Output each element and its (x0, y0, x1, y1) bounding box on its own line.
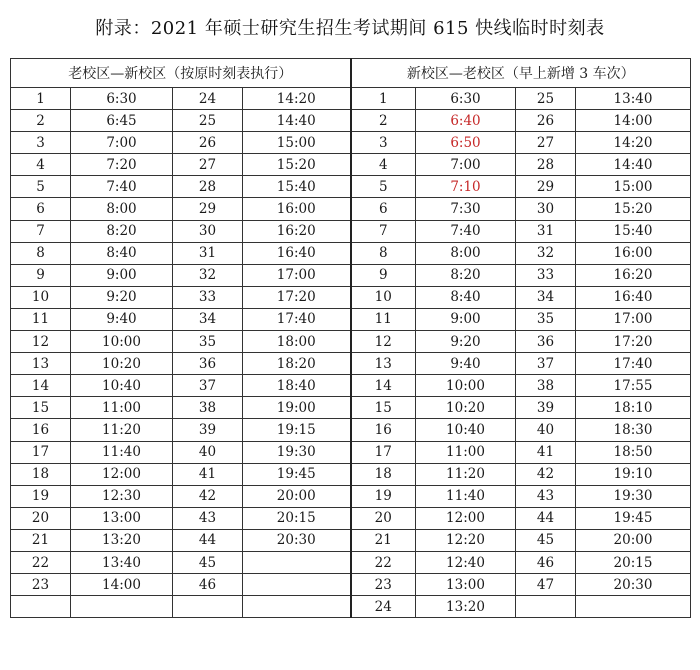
right-trip-number: 16 (351, 419, 416, 441)
right-departure-time: 9:00 (416, 308, 516, 330)
left-trip-number: 8 (11, 242, 71, 264)
left-departure-time: 19:30 (243, 441, 351, 463)
right-departure-time: 19:45 (576, 507, 691, 529)
right-section-header: 新校区—老校区（早上新增 3 车次） (351, 59, 691, 88)
header-row (11, 59, 691, 88)
left-departure-time: 15:40 (243, 176, 351, 198)
right-trip-number: 32 (516, 242, 576, 264)
right-departure-time: 9:20 (416, 331, 516, 353)
table-row (11, 110, 691, 132)
left-departure-time: 7:40 (71, 176, 173, 198)
left-departure-time: 16:00 (243, 198, 351, 220)
left-departure-time: 16:40 (243, 242, 351, 264)
right-departure-time: 13:20 (416, 596, 516, 618)
right-trip-number: 8 (351, 242, 416, 264)
right-departure-time: 17:55 (576, 375, 691, 397)
left-departure-time: 6:30 (71, 88, 173, 110)
table-row (11, 397, 691, 419)
left-departure-time: 7:20 (71, 154, 173, 176)
left-section-header: 老校区—新校区（按原时刻表执行） (11, 59, 351, 88)
table-row (11, 220, 691, 242)
right-departure-time: 12:00 (416, 507, 516, 529)
right-departure-time: 20:15 (576, 551, 691, 573)
table-row (11, 485, 691, 507)
table-row (11, 331, 691, 353)
right-trip-number: 19 (351, 485, 416, 507)
left-trip-number: 22 (11, 551, 71, 573)
right-trip-number: 10 (351, 286, 416, 308)
left-departure-time: 9:00 (71, 264, 173, 286)
right-trip-number: 39 (516, 397, 576, 419)
right-trip-number: 43 (516, 485, 576, 507)
table-row (11, 529, 691, 551)
right-departure-time: 16:40 (576, 286, 691, 308)
left-trip-number: 15 (11, 397, 71, 419)
left-trip-number: 31 (173, 242, 243, 264)
left-trip-number: 38 (173, 397, 243, 419)
right-departure-time: 11:20 (416, 463, 516, 485)
right-trip-number: 7 (351, 220, 416, 242)
right-trip-number: 3 (351, 132, 416, 154)
left-trip-number: 17 (11, 441, 71, 463)
right-trip-number: 17 (351, 441, 416, 463)
left-departure-time: 20:15 (243, 507, 351, 529)
left-trip-number: 46 (173, 574, 243, 596)
left-departure-time: 13:40 (71, 551, 173, 573)
table-row (11, 154, 691, 176)
left-departure-time: 18:20 (243, 353, 351, 375)
left-departure-time: 18:00 (243, 331, 351, 353)
right-departure-time: 13:00 (416, 574, 516, 596)
timetable (10, 58, 691, 618)
right-trip-number: 9 (351, 264, 416, 286)
right-departure-time: 12:20 (416, 529, 516, 551)
left-departure-time: 12:00 (71, 463, 173, 485)
left-departure-time: 10:40 (71, 375, 173, 397)
left-trip-number: 44 (173, 529, 243, 551)
right-departure-time: 19:10 (576, 463, 691, 485)
right-departure-time: 11:40 (416, 485, 516, 507)
right-departure-time: 17:20 (576, 331, 691, 353)
right-departure-time: 10:40 (416, 419, 516, 441)
right-trip-number: 25 (516, 88, 576, 110)
left-departure-time: 11:00 (71, 397, 173, 419)
right-departure-time: 15:40 (576, 220, 691, 242)
table-row (11, 441, 691, 463)
right-departure-time: 6:50 (416, 132, 516, 154)
right-trip-number: 41 (516, 441, 576, 463)
right-trip-number: 11 (351, 308, 416, 330)
left-trip-number: 26 (173, 132, 243, 154)
left-trip-number: 32 (173, 264, 243, 286)
right-trip-number: 28 (516, 154, 576, 176)
right-trip-number: 46 (516, 551, 576, 573)
right-trip-number: 22 (351, 551, 416, 573)
left-trip-number: 4 (11, 154, 71, 176)
right-departure-time (576, 596, 691, 618)
left-trip-number: 42 (173, 485, 243, 507)
left-trip-number: 25 (173, 110, 243, 132)
left-trip-number: 19 (11, 485, 71, 507)
left-departure-time: 13:00 (71, 507, 173, 529)
right-departure-time: 14:20 (576, 132, 691, 154)
left-departure-time (243, 574, 351, 596)
left-departure-time: 19:45 (243, 463, 351, 485)
right-trip-number: 6 (351, 198, 416, 220)
right-departure-time: 17:40 (576, 353, 691, 375)
left-trip-number: 37 (173, 375, 243, 397)
right-trip-number: 23 (351, 574, 416, 596)
left-trip-number: 34 (173, 308, 243, 330)
left-departure-time: 14:00 (71, 574, 173, 596)
right-departure-time: 17:00 (576, 308, 691, 330)
right-departure-time: 10:20 (416, 397, 516, 419)
table-row (11, 574, 691, 596)
left-trip-number: 30 (173, 220, 243, 242)
left-departure-time: 10:00 (71, 331, 173, 353)
left-trip-number: 16 (11, 419, 71, 441)
left-trip-number: 21 (11, 529, 71, 551)
right-trip-number: 15 (351, 397, 416, 419)
right-departure-time: 12:40 (416, 551, 516, 573)
left-trip-number: 23 (11, 574, 71, 596)
table-row (11, 176, 691, 198)
right-departure-time: 8:40 (416, 286, 516, 308)
left-trip-number: 6 (11, 198, 71, 220)
left-departure-time: 9:40 (71, 308, 173, 330)
right-trip-number: 1 (351, 88, 416, 110)
table-row (11, 551, 691, 573)
right-trip-number: 12 (351, 331, 416, 353)
right-trip-number: 38 (516, 375, 576, 397)
left-departure-time (71, 596, 173, 618)
right-trip-number: 35 (516, 308, 576, 330)
left-trip-number: 33 (173, 286, 243, 308)
right-trip-number: 30 (516, 198, 576, 220)
left-departure-time: 11:20 (71, 419, 173, 441)
left-departure-time: 13:20 (71, 529, 173, 551)
table-row (11, 353, 691, 375)
left-trip-number: 12 (11, 331, 71, 353)
left-departure-time: 8:20 (71, 220, 173, 242)
right-trip-number: 4 (351, 154, 416, 176)
right-departure-time: 19:30 (576, 485, 691, 507)
table-row (11, 264, 691, 286)
left-departure-time: 8:40 (71, 242, 173, 264)
right-trip-number: 36 (516, 331, 576, 353)
table-row (11, 132, 691, 154)
right-departure-time: 10:00 (416, 375, 516, 397)
left-trip-number: 20 (11, 507, 71, 529)
right-departure-time: 7:30 (416, 198, 516, 220)
left-departure-time (243, 551, 351, 573)
left-departure-time: 20:00 (243, 485, 351, 507)
right-trip-number (516, 596, 576, 618)
right-trip-number: 40 (516, 419, 576, 441)
right-trip-number: 18 (351, 463, 416, 485)
left-trip-number: 45 (173, 551, 243, 573)
left-trip-number: 2 (11, 110, 71, 132)
left-trip-number: 29 (173, 198, 243, 220)
left-departure-time: 14:20 (243, 88, 351, 110)
right-departure-time: 16:20 (576, 264, 691, 286)
left-trip-number: 43 (173, 507, 243, 529)
right-trip-number: 42 (516, 463, 576, 485)
left-trip-number: 14 (11, 375, 71, 397)
left-trip-number: 36 (173, 353, 243, 375)
table-row (11, 375, 691, 397)
left-departure-time: 16:20 (243, 220, 351, 242)
left-departure-time: 19:00 (243, 397, 351, 419)
right-departure-time: 13:40 (576, 88, 691, 110)
left-departure-time: 20:30 (243, 529, 351, 551)
left-departure-time: 17:20 (243, 286, 351, 308)
table-row (11, 596, 691, 618)
right-trip-number: 20 (351, 507, 416, 529)
left-trip-number: 27 (173, 154, 243, 176)
right-trip-number: 5 (351, 176, 416, 198)
left-departure-time: 15:20 (243, 154, 351, 176)
right-trip-number: 29 (516, 176, 576, 198)
right-departure-time: 18:10 (576, 397, 691, 419)
right-departure-time: 14:00 (576, 110, 691, 132)
right-departure-time: 18:30 (576, 419, 691, 441)
left-trip-number: 24 (173, 88, 243, 110)
table-row (11, 198, 691, 220)
left-trip-number: 1 (11, 88, 71, 110)
left-departure-time: 9:20 (71, 286, 173, 308)
left-trip-number (173, 596, 243, 618)
left-trip-number: 3 (11, 132, 71, 154)
page-title: 附录：2021 年硕士研究生招生考试期间 615 快线临时时刻表 (95, 18, 605, 39)
left-trip-number: 35 (173, 331, 243, 353)
left-trip-number: 7 (11, 220, 71, 242)
right-trip-number: 37 (516, 353, 576, 375)
right-departure-time: 14:40 (576, 154, 691, 176)
left-departure-time (243, 596, 351, 618)
right-departure-time: 7:00 (416, 154, 516, 176)
right-departure-time: 15:20 (576, 198, 691, 220)
left-trip-number: 11 (11, 308, 71, 330)
right-trip-number: 34 (516, 286, 576, 308)
left-departure-time: 17:40 (243, 308, 351, 330)
right-departure-time: 7:40 (416, 220, 516, 242)
left-departure-time: 15:00 (243, 132, 351, 154)
left-departure-time: 8:00 (71, 198, 173, 220)
right-trip-number: 47 (516, 574, 576, 596)
left-trip-number: 41 (173, 463, 243, 485)
table-row (11, 242, 691, 264)
left-trip-number: 9 (11, 264, 71, 286)
left-trip-number: 28 (173, 176, 243, 198)
right-trip-number: 45 (516, 529, 576, 551)
left-trip-number: 40 (173, 441, 243, 463)
table-row (11, 419, 691, 441)
right-departure-time: 6:40 (416, 110, 516, 132)
right-departure-time: 15:00 (576, 176, 691, 198)
right-departure-time: 16:00 (576, 242, 691, 264)
right-departure-time: 8:00 (416, 242, 516, 264)
right-trip-number: 13 (351, 353, 416, 375)
right-trip-number: 14 (351, 375, 416, 397)
left-departure-time: 10:20 (71, 353, 173, 375)
right-trip-number: 24 (351, 596, 416, 618)
right-departure-time: 18:50 (576, 441, 691, 463)
right-trip-number: 2 (351, 110, 416, 132)
left-departure-time: 19:15 (243, 419, 351, 441)
right-departure-time: 6:30 (416, 88, 516, 110)
left-trip-number: 39 (173, 419, 243, 441)
table-row (11, 507, 691, 529)
table-row (11, 308, 691, 330)
left-trip-number: 10 (11, 286, 71, 308)
left-departure-time: 18:40 (243, 375, 351, 397)
right-trip-number: 21 (351, 529, 416, 551)
right-departure-time: 7:10 (416, 176, 516, 198)
left-departure-time: 17:00 (243, 264, 351, 286)
right-departure-time: 8:20 (416, 264, 516, 286)
right-trip-number: 27 (516, 132, 576, 154)
left-departure-time: 14:40 (243, 110, 351, 132)
table-row (11, 88, 691, 110)
right-trip-number: 31 (516, 220, 576, 242)
left-departure-time: 7:00 (71, 132, 173, 154)
left-trip-number (11, 596, 71, 618)
left-trip-number: 13 (11, 353, 71, 375)
right-trip-number: 26 (516, 110, 576, 132)
table-row (11, 286, 691, 308)
right-trip-number: 44 (516, 507, 576, 529)
right-trip-number: 33 (516, 264, 576, 286)
right-departure-time: 11:00 (416, 441, 516, 463)
left-trip-number: 18 (11, 463, 71, 485)
left-departure-time: 6:45 (71, 110, 173, 132)
right-departure-time: 9:40 (416, 353, 516, 375)
left-departure-time: 12:30 (71, 485, 173, 507)
table-row (11, 463, 691, 485)
right-departure-time: 20:00 (576, 529, 691, 551)
left-trip-number: 5 (11, 176, 71, 198)
right-departure-time: 20:30 (576, 574, 691, 596)
left-departure-time: 11:40 (71, 441, 173, 463)
